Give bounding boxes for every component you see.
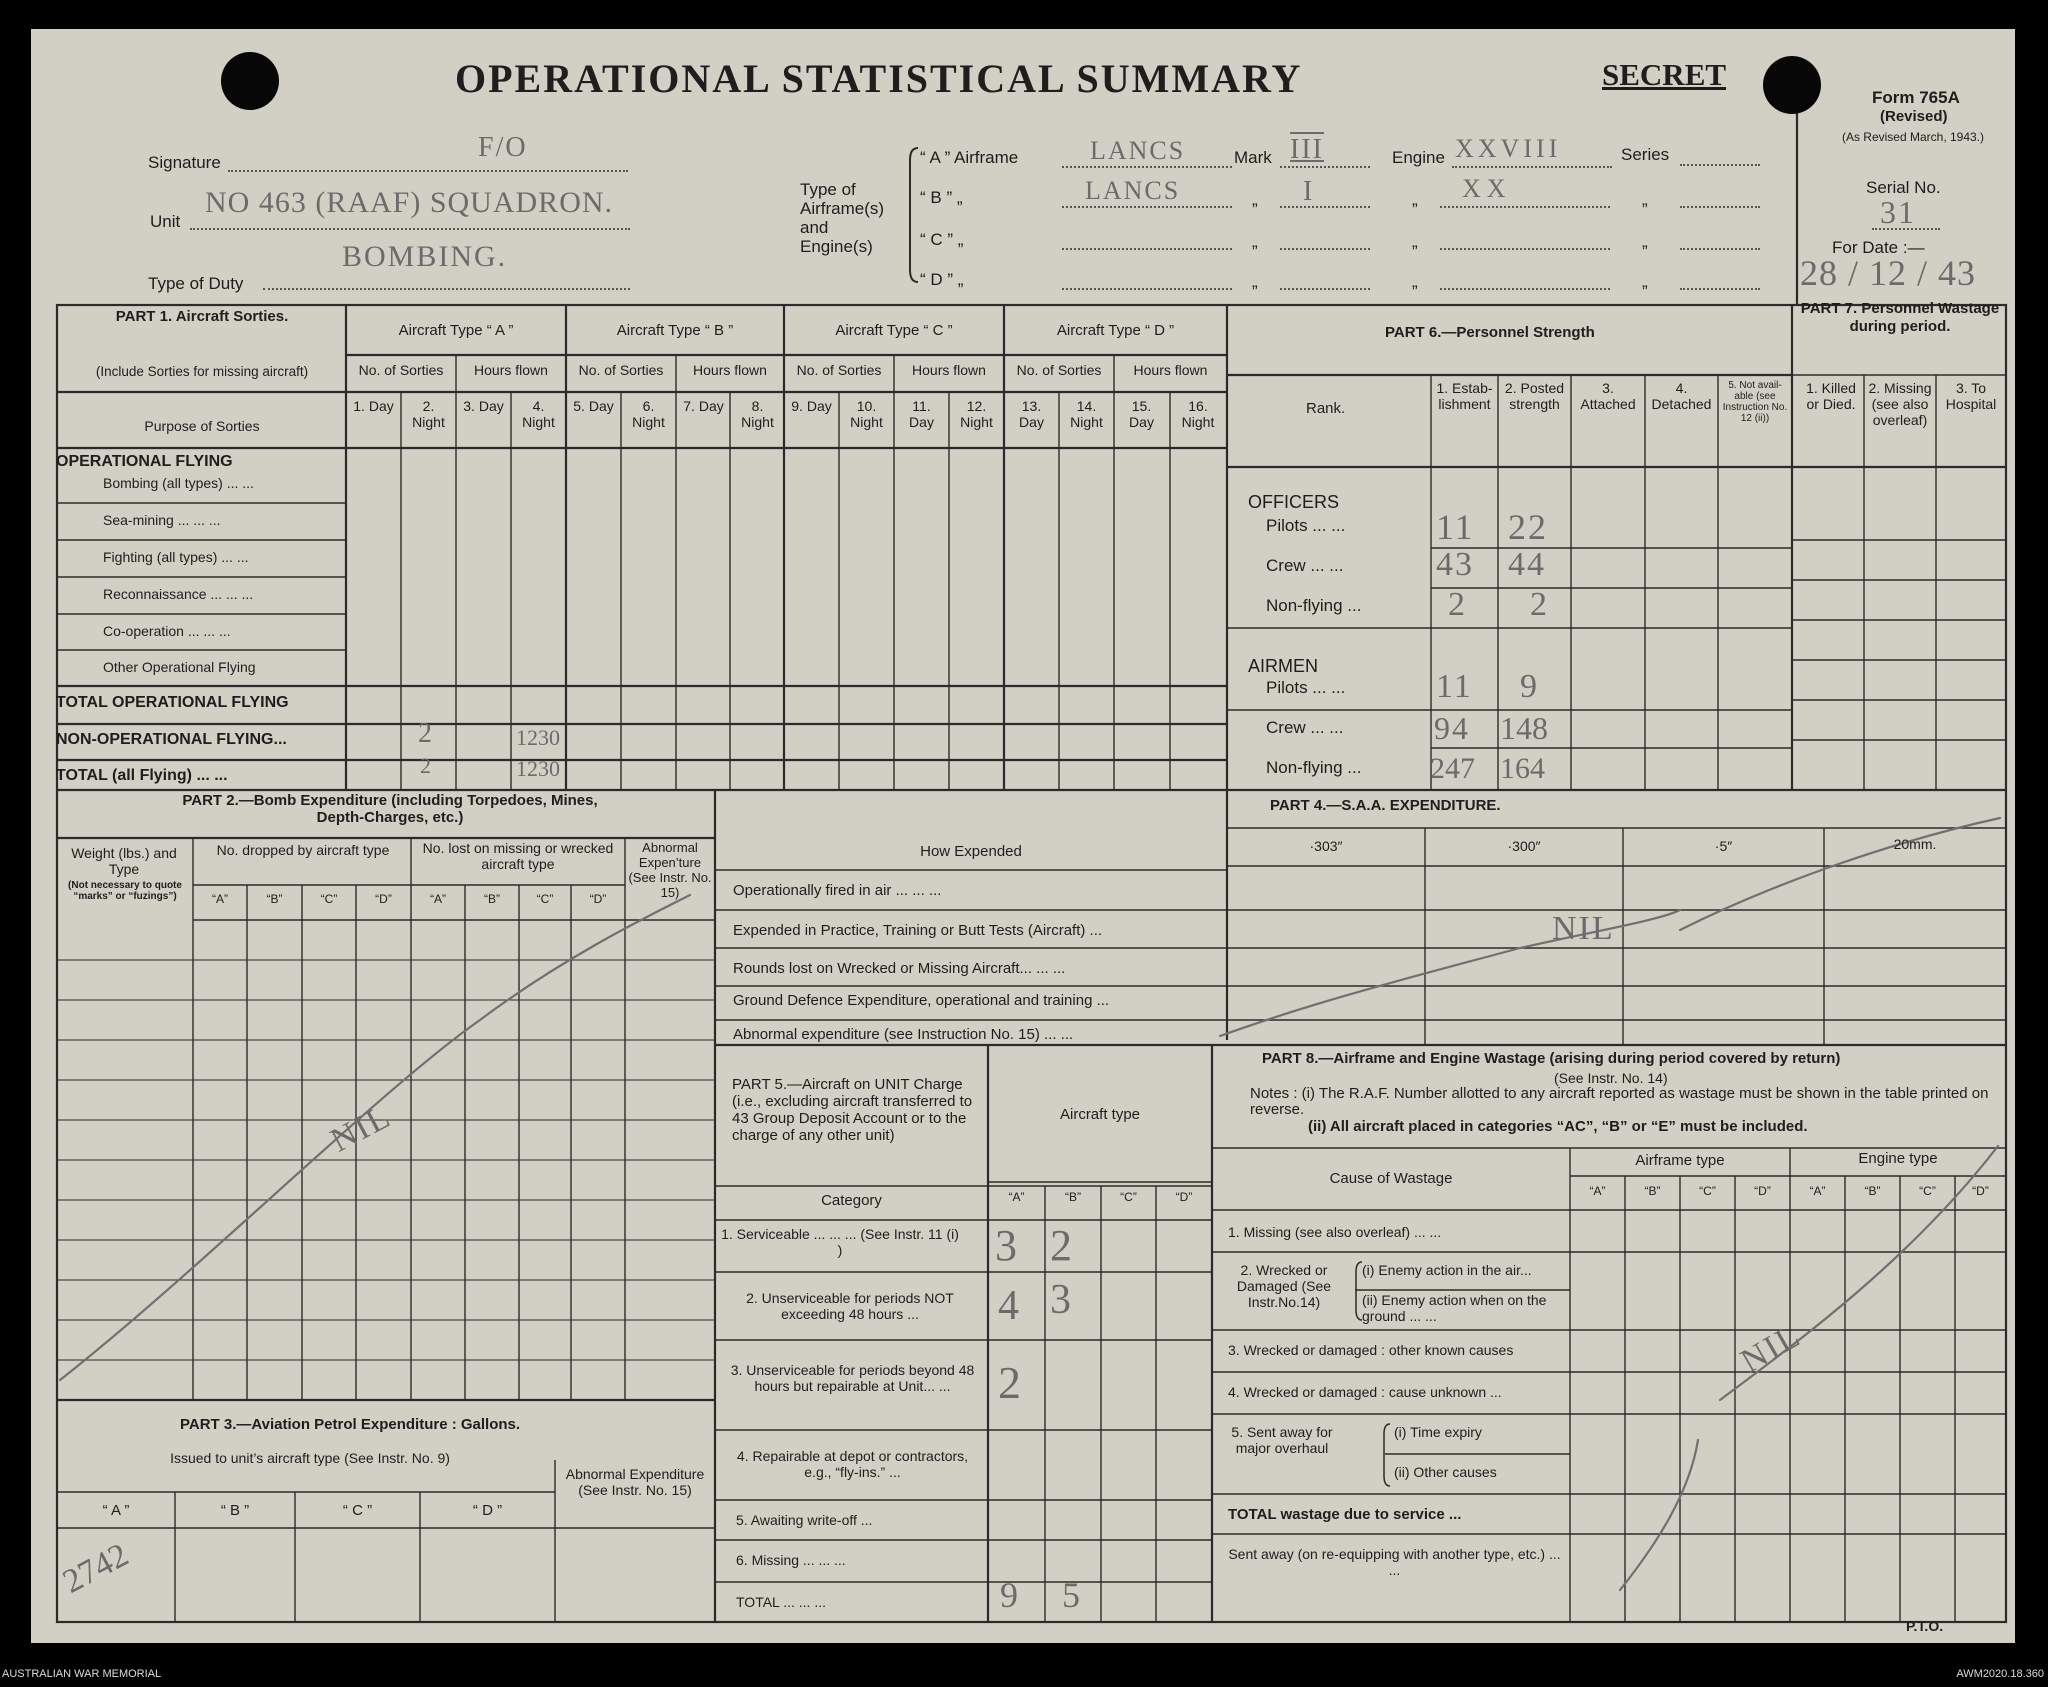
col-9-header: 9. Day [791, 398, 832, 414]
signature-line [228, 170, 628, 172]
row-c-label: “ C ” „ [920, 230, 964, 249]
archive-credit-left: AUSTRALIAN WAR MEMORIAL [2, 1668, 162, 1680]
p8-row-cause-unknown: 4. Wrecked or damaged : cause unknown ... [1228, 1384, 1502, 1400]
part5-d: “D” [1175, 1190, 1193, 1204]
saa-row-operational: Operationally fired in air ... ... ... [733, 882, 942, 899]
b-sorties-header: No. of Sorties [578, 362, 664, 378]
airmen-pilots-posted[interactable]: 9 [1520, 668, 1539, 705]
petrol-b: “ B ” [220, 1502, 250, 1519]
col-1-header: 1. Day [353, 398, 394, 414]
row-c-airframe-line [1062, 248, 1232, 250]
row-b-label: “ B ” „ [920, 188, 963, 207]
unit-line [190, 228, 630, 230]
binder-hole-left [221, 52, 279, 110]
p8-row-wrecked-damaged: 2. Wrecked or Damaged (See Instr.No.14) [1236, 1262, 1332, 1310]
airmen-crew-estab[interactable]: 94 [1434, 710, 1470, 746]
archive-credit-right: AWM2020.18.360 [1956, 1668, 2044, 1680]
part4-nil-mark[interactable]: NIL [1552, 910, 1615, 947]
non-op-night-hours-value[interactable]: 1230 [516, 725, 560, 750]
dropped-header: No. dropped by aircraft type [216, 842, 390, 858]
non-operational-flying: NON-OPERATIONAL FLYING... [56, 731, 287, 748]
col-8-header: 8. Night [741, 398, 774, 430]
p5-unserviceable-short-a[interactable]: 4 [998, 1283, 1021, 1329]
p8-row-missing: 1. Missing (see also overleaf) ... ... [1228, 1224, 1442, 1240]
officers-pilots-estab[interactable]: 11 [1436, 507, 1475, 547]
unit-value[interactable]: NO 463 (RAAF) SQUADRON. [205, 186, 614, 219]
petrol-d: “ D ” [472, 1502, 503, 1519]
col-7-header: 7. Day [683, 398, 724, 414]
p6-col-1-header: 1. Estab- lishment [1436, 380, 1493, 412]
officers-crew-label: Crew ... ... [1266, 556, 1344, 575]
row-fighting: Fighting (all types) ... ... [103, 549, 249, 565]
form-number: Form 765A [1872, 88, 1960, 107]
airmen-crew-label: Crew ... ... [1266, 718, 1344, 737]
airframe-engine-label: Type of Airframe(s) and Engine(s) [800, 180, 885, 256]
row-d-engine-ditto: „ [1412, 272, 1418, 291]
officers-nonflying-estab[interactable]: 2 [1448, 586, 1467, 623]
col-15-header: 15. Day [1129, 398, 1154, 430]
p8-row-sent-away-reequip: Sent away (on re-equipping with another type, etc.) ... ... [1228, 1546, 1561, 1578]
p8-row-total-wastage: TOTAL wastage due to service ... [1228, 1506, 1462, 1523]
p8-row-time-expiry: (i) Time expiry [1394, 1424, 1482, 1440]
secret-label: SECRET [1602, 57, 1727, 92]
p5-row-repairable-depot: 4. Repairable at depot or contractors, e.g., “fly-ins.” ... [736, 1448, 969, 1480]
part7-title: PART 7. Personnel Wastage during period. [1800, 300, 2000, 335]
row-a-engine-line [1452, 166, 1612, 168]
total-operational-flying: TOTAL OPERATIONAL FLYING [56, 694, 289, 711]
d-hours-header: Hours flown [1133, 362, 1208, 378]
officers-nonflying-label: Non-flying ... [1266, 596, 1362, 615]
p5-row-awaiting-writeoff: 5. Awaiting write-off ... [736, 1512, 873, 1528]
row-c-series-ditto: „ [1642, 232, 1648, 251]
col-13-header: 13. Day [1019, 398, 1044, 430]
row-b-mark-line [1280, 206, 1370, 208]
col-12-header: 12. Night [960, 398, 993, 430]
airmen-crew-posted[interactable]: 148 [1500, 710, 1548, 746]
for-date-value[interactable]: 28 / 12 / 43 [1800, 253, 1977, 293]
rank-header: Rank. [1306, 400, 1346, 417]
row-co-operation: Co-operation ... ... ... [103, 623, 231, 639]
non-op-night-sorties-value[interactable]: 2 [418, 718, 434, 749]
cause-of-wastage-header: Cause of Wastage [1329, 1170, 1453, 1187]
airmen-pilots-estab[interactable]: 11 [1436, 668, 1473, 705]
col-2-header: 2. Night [412, 398, 445, 430]
weight-note: (Not necessary to quote “marks” or “fuzings”) [68, 880, 182, 902]
lost-d: “D” [589, 892, 607, 906]
row-d-label: “ D ” „ [920, 270, 964, 289]
row-b-engine-line [1440, 206, 1610, 208]
form-title: OPERATIONAL STATISTICAL SUMMARY [455, 56, 1303, 101]
p6-col-3-header: 3. Attached [1580, 380, 1636, 412]
serial-label: Serial No. [1866, 178, 1941, 197]
col-5-header: 5. Day [573, 398, 614, 414]
weight-header: Weight (lbs.) and Type [71, 845, 177, 877]
p8-airframe-c: “C” [1699, 1184, 1716, 1198]
a-hours-header: Hours flown [474, 362, 548, 378]
col-10-header: 10. Night [850, 398, 883, 430]
duty-value[interactable]: BOMBING. [342, 240, 508, 273]
form-revised: (Revised) [1880, 108, 1948, 125]
petrol-c: “ C ” [342, 1502, 373, 1519]
officers-pilots-posted[interactable]: 22 [1508, 507, 1548, 547]
petrol-abnormal-header: Abnormal Expenditure (See Instr. No. 15) [565, 1466, 705, 1498]
dropped-a: “A” [212, 892, 228, 906]
part2-title: PART 2.—Bomb Expenditure (including Torpedoes, Mines, Depth-Charges, etc.) [182, 792, 598, 826]
part3-title: PART 3.—Aviation Petrol Expenditure : Gallons. [180, 1416, 521, 1433]
p5-row-unserviceable-long: 3. Unserviceable for periods beyond 48 hours but repairable at Unit... ... [730, 1362, 975, 1394]
p6-col-4-header: 4. Detached [1651, 380, 1712, 412]
row-c-mark-line [1280, 248, 1370, 250]
lost-b: “B” [484, 892, 500, 906]
c-hours-header: Hours flown [912, 362, 986, 378]
row-b-series-line [1680, 206, 1760, 208]
petrol-a-value[interactable]: 2742 [57, 1536, 135, 1601]
row-a-mark-line [1280, 166, 1370, 168]
p8-engine-c: “C” [1919, 1184, 1936, 1198]
airmen-pilots-label: Pilots ... ... [1266, 678, 1346, 697]
col-4-header: 4. Night [522, 398, 555, 430]
row-d-mark-ditto: „ [1252, 272, 1258, 291]
row-b-engine-value[interactable]: XX [1462, 174, 1512, 203]
serial-underline [1872, 228, 1940, 230]
airmen-heading: AIRMEN [1248, 656, 1319, 676]
p5-serviceable-b[interactable]: 2 [1050, 1221, 1074, 1270]
part5-b: “B” [1065, 1190, 1081, 1204]
p5-row-unserviceable-short: 2. Unserviceable for periods NOT exceeding 48 hours ... [746, 1290, 954, 1322]
row-bombing: Bombing (all types) ... ... [103, 475, 254, 491]
part8-title: PART 8.—Airframe and Engine Wastage (arising during period covered by return) [1262, 1050, 1841, 1067]
p7-col-1-header: 1. Killed or Died. [1806, 380, 1856, 412]
mark-label: Mark [1234, 148, 1272, 167]
row-b-airframe-line [1062, 206, 1232, 208]
p5-total-a[interactable]: 9 [1000, 1575, 1020, 1615]
saa-row-ground-defence: Ground Defence Expenditure, operational and training ... [733, 992, 1110, 1009]
col-16-header: 16. Night [1181, 398, 1215, 430]
row-a-engine-value[interactable]: XXVIII [1455, 134, 1562, 163]
row-d-series-line [1680, 288, 1760, 290]
part8-instr: (See Instr. No. 14) [1554, 1070, 1668, 1086]
saa-row-rounds-lost: Rounds lost on Wrecked or Missing Aircraft... ... ... [733, 960, 1066, 977]
p8-engine-a: “A” [1809, 1184, 1826, 1198]
dropped-d: “D” [375, 892, 392, 906]
part6-title: PART 6.—Personnel Strength [1385, 324, 1595, 341]
p8-airframe-b: “B” [1644, 1184, 1661, 1198]
saa-row-abnormal: Abnormal expenditure (see Instruction No. 15) ... ... [733, 1026, 1074, 1043]
p8-row-enemy-air: (i) Enemy action in the air... [1362, 1262, 1532, 1278]
part1-title: PART 1. Aircraft Sorties. [115, 308, 289, 325]
p8-row-enemy-ground: (ii) Enemy action when on the ground ... ... [1362, 1292, 1547, 1324]
row-a-label: “ A ” Airframe [920, 148, 1019, 167]
col-11-header: 11. Day [909, 398, 934, 430]
lost-c: “C” [536, 892, 554, 906]
part5-c: “C” [1120, 1190, 1137, 1204]
airmen-nonflying-label: Non-flying ... [1266, 758, 1362, 777]
p7-col-2-header: 2. Missing (see also overleaf) [1868, 380, 1932, 428]
p5-serviceable-a[interactable]: 3 [995, 1221, 1019, 1270]
row-b-engine-ditto: „ [1412, 190, 1418, 209]
a-sorties-header: No. of Sorties [358, 362, 444, 378]
engine-type-header: Engine type [1858, 1150, 1938, 1167]
operational-flying-heading: OPERATIONAL FLYING [56, 453, 233, 470]
row-sea-mining: Sea-mining ... ... ... [103, 512, 221, 528]
row-a-series-line [1680, 164, 1760, 166]
p5-total-b[interactable]: 5 [1062, 1575, 1082, 1615]
part8-note2: (ii) All aircraft placed in categories “AC”, “B” or “E” must be included. [1308, 1118, 1808, 1135]
part5-title: PART 5.—Aircraft on UNIT Charge (i.e., excluding aircraft transferred to 43 Group Deposit Account or to the charge of any other unit) [732, 1076, 973, 1144]
calibre-303: ·303″ [1309, 838, 1343, 854]
row-b-series-ditto: „ [1642, 190, 1648, 209]
officers-crew-estab[interactable]: 43 [1436, 546, 1474, 583]
officers-heading: OFFICERS [1248, 492, 1340, 512]
d-sorties-header: No. of Sorties [1016, 362, 1102, 378]
p8-engine-d: “D” [1972, 1184, 1989, 1198]
part4-title: PART 4.—S.A.A. EXPENDITURE. [1270, 797, 1501, 814]
p8-airframe-d: “D” [1754, 1184, 1771, 1198]
dropped-c: “C” [320, 892, 338, 906]
petrol-a: “ A ” [102, 1502, 130, 1519]
total-night-sorties-value[interactable]: 2 [420, 753, 433, 778]
p8-row-other-overhaul: (ii) Other causes [1394, 1464, 1497, 1480]
row-reconnaissance: Reconnaissance ... ... ... [103, 586, 254, 602]
engine-label: Engine [1392, 148, 1445, 167]
row-b-mark-ditto: „ [1252, 190, 1258, 209]
row-c-series-line [1680, 248, 1760, 250]
p5-row-missing: 6. Missing ... ... ... [736, 1552, 846, 1568]
part1-note: (Include Sorties for missing aircraft) [95, 364, 309, 379]
p5-unserviceable-long-a[interactable]: 2 [998, 1357, 1023, 1408]
officers-pilots-label: Pilots ... ... [1266, 516, 1346, 535]
p7-col-3-header: 3. To Hospital [1945, 380, 1997, 412]
form-as-revised: (As Revised March, 1943.) [1841, 130, 1985, 144]
for-date-label: For Date :— [1832, 238, 1925, 257]
row-c-engine-ditto: „ [1412, 232, 1418, 251]
aircraft-type-d-header: Aircraft Type “ D ” [1056, 322, 1175, 339]
signature-label: Signature [148, 153, 221, 172]
saa-row-practice: Expended in Practice, Training or Butt Tests (Aircraft) ... [733, 922, 1103, 939]
abnormal-header: Abnormal Expen’ture (See Instr. No. 15) [628, 840, 712, 900]
calibre-5: ·5″ [1714, 838, 1733, 854]
row-d-series-ditto: „ [1642, 272, 1648, 291]
col-3-header: 3. Day [463, 398, 504, 414]
p8-row-sent-away-overhaul: 5. Sent away for major overhaul [1231, 1424, 1333, 1456]
part2-nil-mark[interactable]: NIL [324, 1097, 398, 1160]
col-14-header: 14. Night [1070, 398, 1103, 430]
p8-engine-b: “B” [1864, 1184, 1881, 1198]
signature-value[interactable]: F/O [478, 132, 528, 163]
part5-aircraft-type-header: Aircraft type [1059, 1106, 1141, 1123]
row-c-mark-ditto: „ [1252, 232, 1258, 251]
airframe-type-header: Airframe type [1635, 1152, 1725, 1169]
row-a-mark-value[interactable]: III [1290, 134, 1324, 165]
series-label: Series [1621, 145, 1670, 164]
calibre-20mm: 20mm. [1893, 836, 1937, 852]
c-sorties-header: No. of Sorties [796, 362, 882, 378]
unit-label: Unit [150, 212, 181, 231]
row-d-engine-line [1440, 288, 1610, 290]
p8-airframe-a: “A” [1589, 1184, 1606, 1198]
pto-label: P.T.O. [1906, 1618, 1944, 1634]
row-other-operational: Other Operational Flying [103, 659, 256, 675]
b-hours-header: Hours flown [693, 362, 767, 378]
row-d-mark-line [1280, 288, 1370, 290]
col-6-header: 6. Night [632, 398, 665, 430]
row-d-airframe-line [1062, 288, 1232, 290]
part5-a: “A” [1008, 1190, 1025, 1204]
aircraft-type-c-header: Aircraft Type “ C ” [835, 322, 953, 339]
officers-nonflying-posted[interactable]: 2 [1530, 586, 1549, 623]
part5-category-header: Category [821, 1192, 882, 1209]
dropped-b: “B” [266, 892, 283, 906]
calibre-300: ·300″ [1507, 838, 1541, 854]
officers-crew-posted[interactable]: 44 [1508, 546, 1546, 583]
p5-row-serviceable: 1. Serviceable ... ... ... (See Instr. 11 (i) ) [721, 1226, 959, 1258]
p6-col-5-header: 5. Not avail- able (see Instruction No. 12 (ii)) [1722, 380, 1788, 424]
petrol-issued-header: Issued to unit’s aircraft type (See Instr. No. 9) [170, 1450, 450, 1466]
p6-col-2-header: 2. Posted strength [1504, 380, 1565, 412]
row-c-engine-line [1440, 248, 1610, 250]
aircraft-type-b-header: Aircraft Type “ B ” [616, 322, 734, 339]
lost-a: “A” [430, 892, 446, 906]
total-all-flying: TOTAL (all Flying) ... ... [56, 767, 228, 784]
row-a-airframe-value[interactable]: LANCS [1090, 136, 1186, 165]
part1-purpose-header: Purpose of Sorties [144, 418, 260, 434]
row-a-airframe-line [1062, 166, 1232, 168]
how-expended-header: How Expended [920, 843, 1022, 860]
p5-row-total: TOTAL ... ... ... [736, 1594, 826, 1610]
p5-unserviceable-short-b[interactable]: 3 [1050, 1277, 1073, 1323]
p8-row-other-causes: 3. Wrecked or damaged : other known causes [1228, 1342, 1514, 1358]
airmen-nonflying-estab[interactable]: 247 [1430, 752, 1475, 785]
aircraft-type-a-header: Aircraft Type “ A ” [398, 322, 514, 339]
row-b-airframe-value[interactable]: LANCS [1085, 176, 1181, 205]
airmen-nonflying-posted[interactable]: 164 [1500, 752, 1545, 785]
lost-header: No. lost on missing or wrecked aircraft type [422, 840, 614, 872]
row-b-mark-value[interactable]: I [1303, 176, 1315, 207]
serial-value[interactable]: 31 [1880, 194, 1916, 230]
part8-note1: Notes : (i) The R.A.F. Number allotted to any aircraft reported as wastage must be shown in the table printed on reverse. [1250, 1085, 1989, 1118]
binder-hole-right [1763, 56, 1821, 114]
duty-label: Type of Duty [148, 274, 244, 293]
part8-nil-mark[interactable]: NIL [1734, 1316, 1808, 1381]
duty-line [263, 288, 630, 290]
total-night-hours-value[interactable]: 1230 [516, 756, 560, 781]
